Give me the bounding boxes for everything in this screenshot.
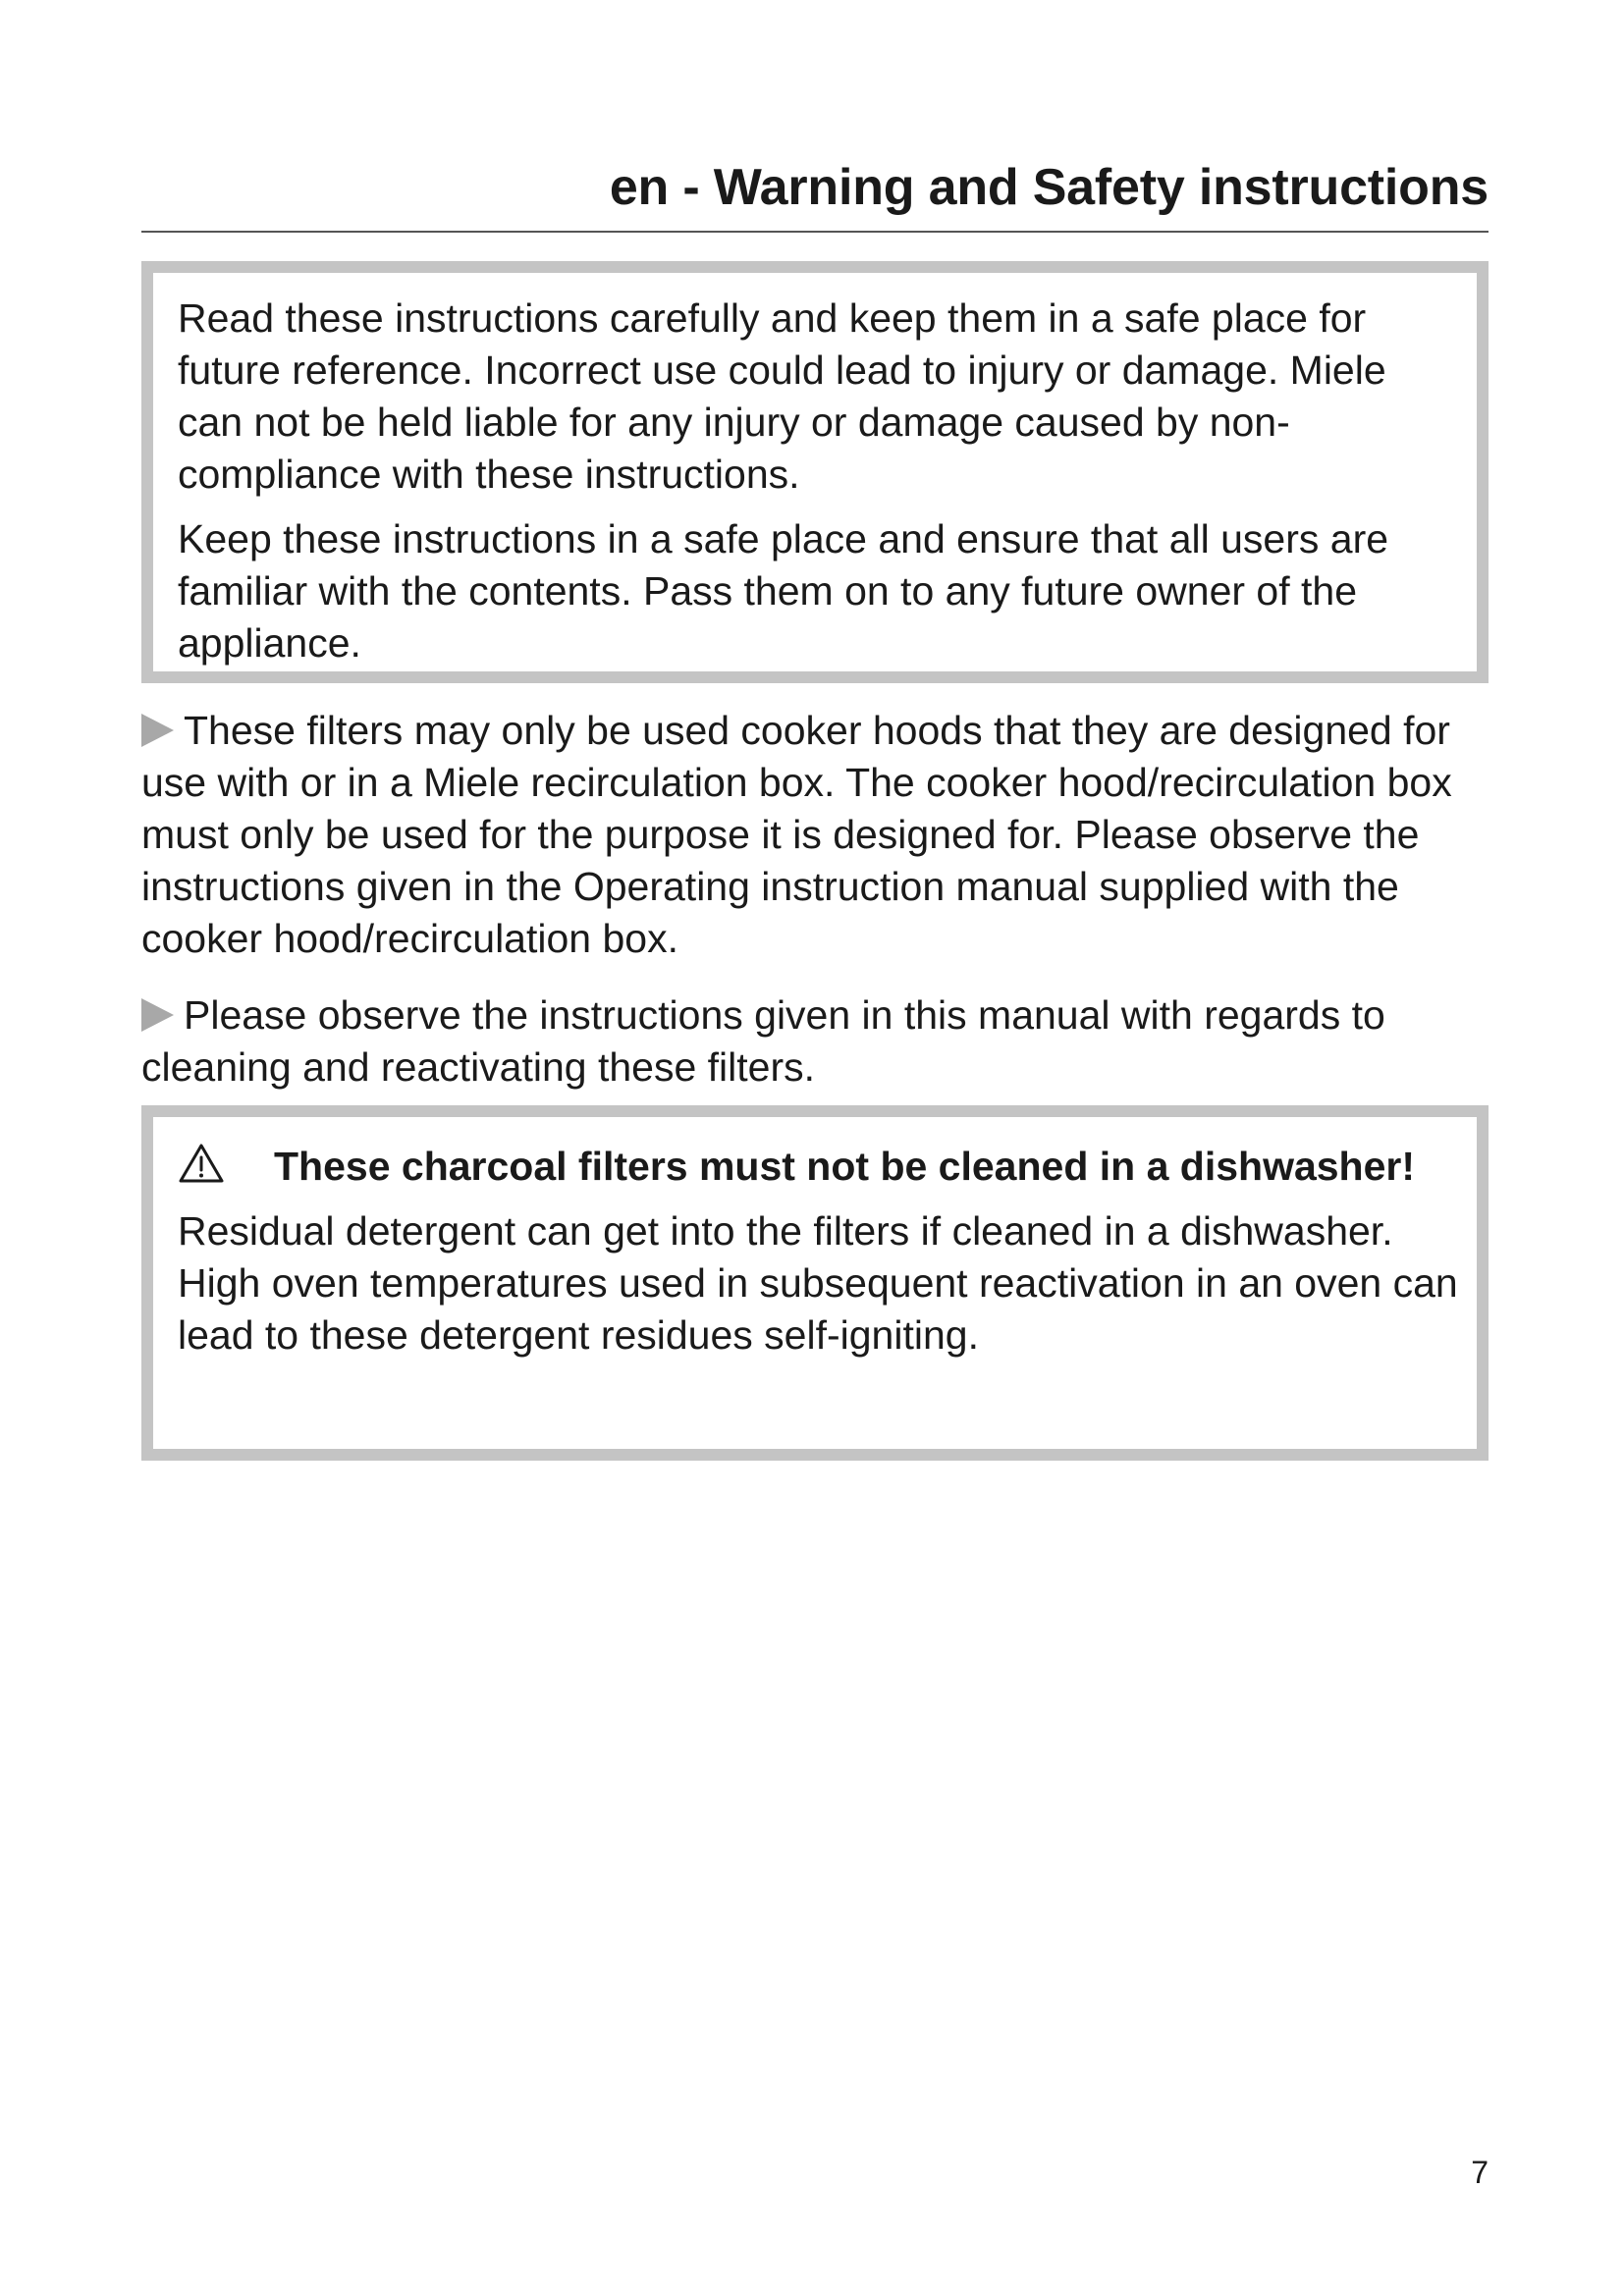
instruction-item <box>141 705 1489 965</box>
page-title: en - Warning and Safety instructions <box>609 159 1489 216</box>
intro-notice-box <box>141 261 1489 683</box>
warning-triangle-icon <box>178 1143 225 1184</box>
warning-body: Residual detergent can get into the filters if cleaned in a dishwasher. High oven temperatures used in subsequent reactivation in an oven can lead to these detergent residues self-igniting. <box>178 1208 1458 1358</box>
instruction-item <box>141 989 1489 1094</box>
page-header <box>141 152 1489 233</box>
triangle-bullet-icon <box>141 998 174 1032</box>
triangle-bullet-icon <box>141 714 174 747</box>
instruction-text: Please observe the instructions given in this manual with regards to cleaning and reactivating these filters. <box>141 992 1385 1090</box>
warning-box <box>141 1105 1489 1461</box>
warning-title <box>178 1141 1459 1193</box>
page-number: 7 <box>1471 2155 1489 2190</box>
intro-paragraph: Read these instructions carefully and keep them in a safe place for future reference. Incorrect use could lead to injury or damage. Miele can not be held liable for any injury or damage caused by non-compliance with these instructions. <box>178 295 1386 497</box>
warning-title-text: These charcoal filters must not be cleaned in a dishwasher! <box>274 1144 1416 1189</box>
instruction-text: These filters may only be used cooker hoods that they are designed for use with or in a Miele recirculation box. The cooker hood/recirculation box must only be used for the purpose it is designed for. Please observe the instructions given in the Operating instruction manual supplied with the cooker hood/recirculation box. <box>141 708 1452 961</box>
intro-paragraph: Keep these instructions in a safe place and ensure that all users are familiar with the contents. Pass them on to any future owner of the appliance. <box>178 516 1389 666</box>
